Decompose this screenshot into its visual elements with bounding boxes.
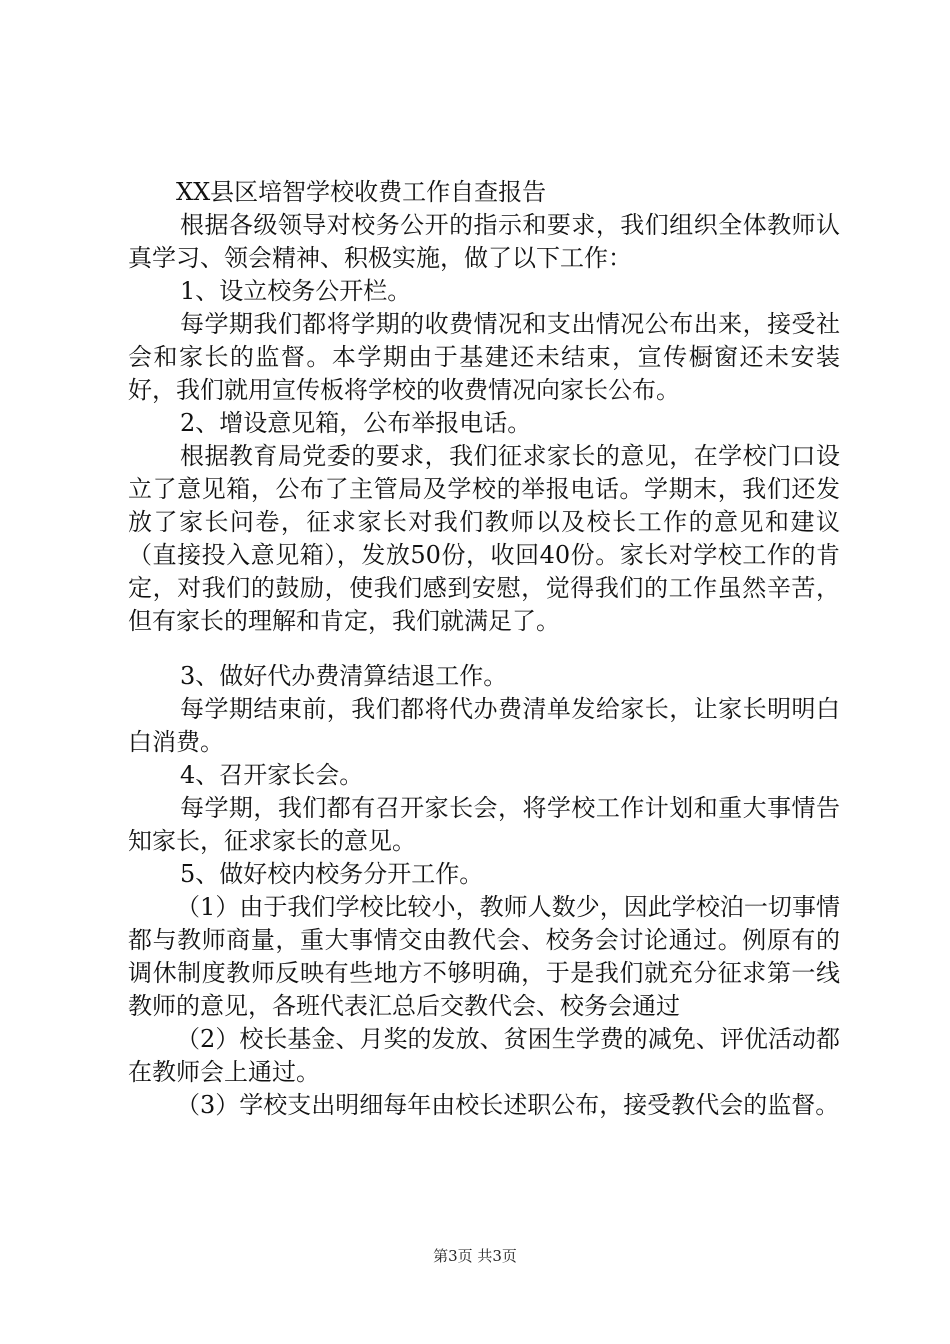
paragraph-item-2: （2）校长基金、月奖的发放、贫困生学费的减免、评优活动都在教师会上通过。: [128, 1025, 840, 1086]
section-heading-1: 1、设立校务公开栏。: [180, 277, 412, 305]
paragraph-item-3: （3）学校支出明细每年由校长述职公布，接受教代会的监督。: [176, 1091, 840, 1119]
page-footer: [0, 1246, 950, 1266]
paragraph-section-1: 每学期我们都将学期的收费情况和支出情况公布出来，接受社会和家长的监督。本学期由于基建还未结束，宣传橱窗还未安装好，我们就用宣传板将学校的收费情况向家长公布。: [128, 310, 840, 404]
paragraph-section-2: 根据教育局党委的要求，我们征求家长的意见，在学校门口设立了意见箱，公布了主管局及学校的举报电话。学期末，我们还发放了家长问卷，征求家长对我们教师以及校长工作的意见和建议（直接投入意见箱），发放50份，收回40份。家长对学校工作的肯定，对我们的鼓励，使我们感到安慰，觉得我们的工作虽然辛苦，但有家长的理解和肯定，我们就满足了。: [128, 442, 840, 635]
paragraph-section-3: 每学期结束前，我们都将代办费清单发给家长，让家长明明白白消费。: [128, 695, 840, 756]
document-body: [128, 176, 840, 1122]
paragraph-item-1: （1）由于我们学校比较小，教师人数少，因此学校泊一切事情都与教师商量，重大事情交由教代会、校务会讨论通过。例原有的调休制度教师反映有些地方不够明确，于是我们就充分征求第一线教师的意见，各班代表汇总后交教代会、校务会通过: [128, 893, 840, 1020]
section-heading-3: 3、做好代办费清算结退工作。: [180, 662, 508, 690]
page-indicator: 第3页 共3页: [433, 1247, 517, 1265]
paragraph-section-4: 每学期，我们都有召开家长会，将学校工作计划和重大事情告知家长，征求家长的意见。: [128, 794, 840, 855]
paragraph-intro: 根据各级领导对校务公开的指示和要求，我们组织全体教师认真学习、领会精神、积极实施，做了以下工作：: [128, 211, 840, 272]
document-title: XX县区培智学校收费工作自查报告: [176, 178, 547, 206]
section-heading-2: 2、增设意见箱，公布举报电话。: [180, 409, 532, 437]
section-heading-5: 5、做好校内校务分开工作。: [180, 860, 484, 888]
paragraph-gap: [128, 638, 840, 660]
section-heading-4: 4、召开家长会。: [180, 761, 364, 789]
